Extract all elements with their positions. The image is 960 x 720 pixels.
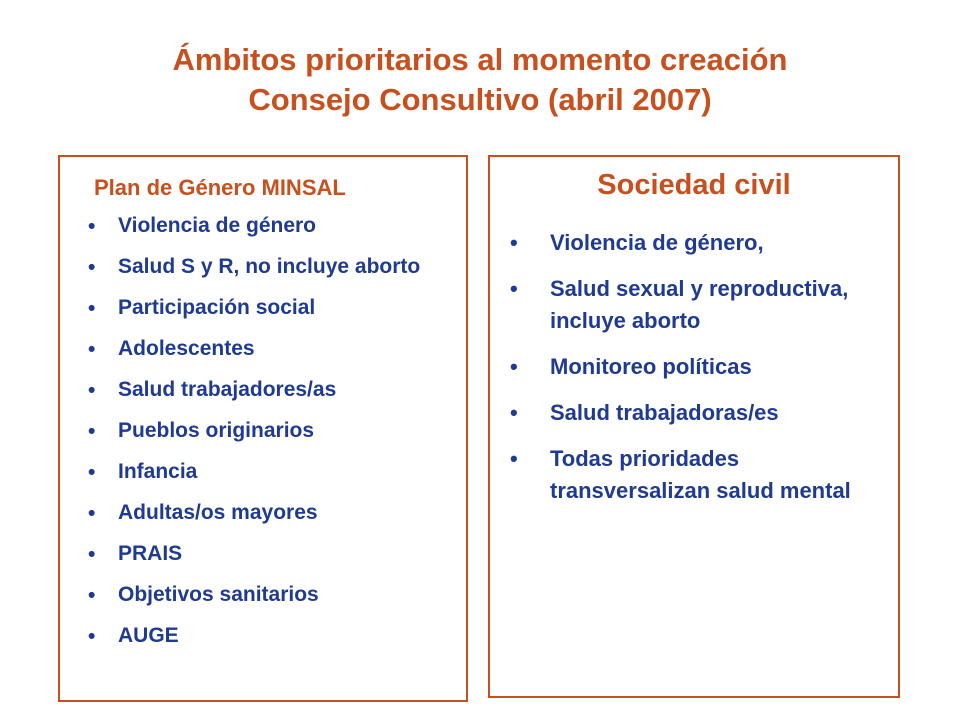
list-item-text: Todas prioridades transversalizan salud mental [550,446,851,503]
bullet-icon: • [510,400,518,425]
sociedad-civil-list [510,227,895,521]
list-item [88,541,458,566]
bullet-icon: • [88,420,96,443]
plan-genero-heading: Plan de Género MINSAL [94,175,346,200]
list-item [88,582,458,607]
list-item-text: Salud S y R, no incluye aborto [118,255,421,278]
list-item-text: Salud trabajadoras/es [550,400,779,425]
bullet-icon: • [88,256,96,279]
bullet-icon: • [88,502,96,525]
list-item [88,623,458,648]
list-item-text: Pueblos originarios [118,419,315,442]
list-item [88,377,458,402]
title-line-2: Consejo Consultivo (abril 2007) [248,82,712,117]
list-item-text: Objetivos sanitarios [118,583,319,606]
plan-genero-list [88,213,458,664]
list-item [88,295,458,320]
list-item-text: PRAIS [118,542,183,565]
list-item [88,213,458,238]
list-item-text: Monitoreo políticas [550,354,752,379]
bullet-icon: • [88,379,96,402]
slide-title [0,40,960,120]
list-item-text: Salud trabajadores/as [118,378,337,401]
list-item-text: Infancia [118,460,198,483]
bullet-icon: • [88,625,96,648]
list-item-text: Violencia de género, [550,230,764,255]
bullet-icon: • [510,446,518,471]
list-item [88,500,458,525]
list-item [510,397,895,429]
list-item [88,336,458,361]
title-line-1: Ámbitos prioritarios al momento creación [172,42,788,77]
list-item [88,418,458,443]
bullet-icon: • [88,338,96,361]
bullet-icon: • [88,461,96,484]
bullet-icon: • [88,297,96,320]
bullet-icon: • [510,354,518,379]
bullet-icon: • [88,215,96,238]
bullet-icon: • [510,276,518,301]
list-item [510,443,895,507]
list-item [88,254,458,279]
list-item [510,273,895,337]
sociedad-civil-heading: Sociedad civil [597,169,791,201]
list-item [510,227,895,259]
list-item-text: Salud sexual y reproductiva, incluye aborto [550,276,849,333]
list-item [510,351,895,383]
list-item-text: Adultas/os mayores [118,501,318,524]
sociedad-civil-box [488,155,900,698]
list-item-text: Violencia de género [118,214,317,237]
bullet-icon: • [88,584,96,607]
plan-genero-box [58,155,468,702]
bullet-icon: • [88,543,96,566]
bullet-icon: • [510,230,518,255]
list-item-text: Adolescentes [118,337,255,360]
list-item [88,459,458,484]
list-item-text: Participación social [118,296,316,319]
list-item-text: AUGE [118,624,179,647]
